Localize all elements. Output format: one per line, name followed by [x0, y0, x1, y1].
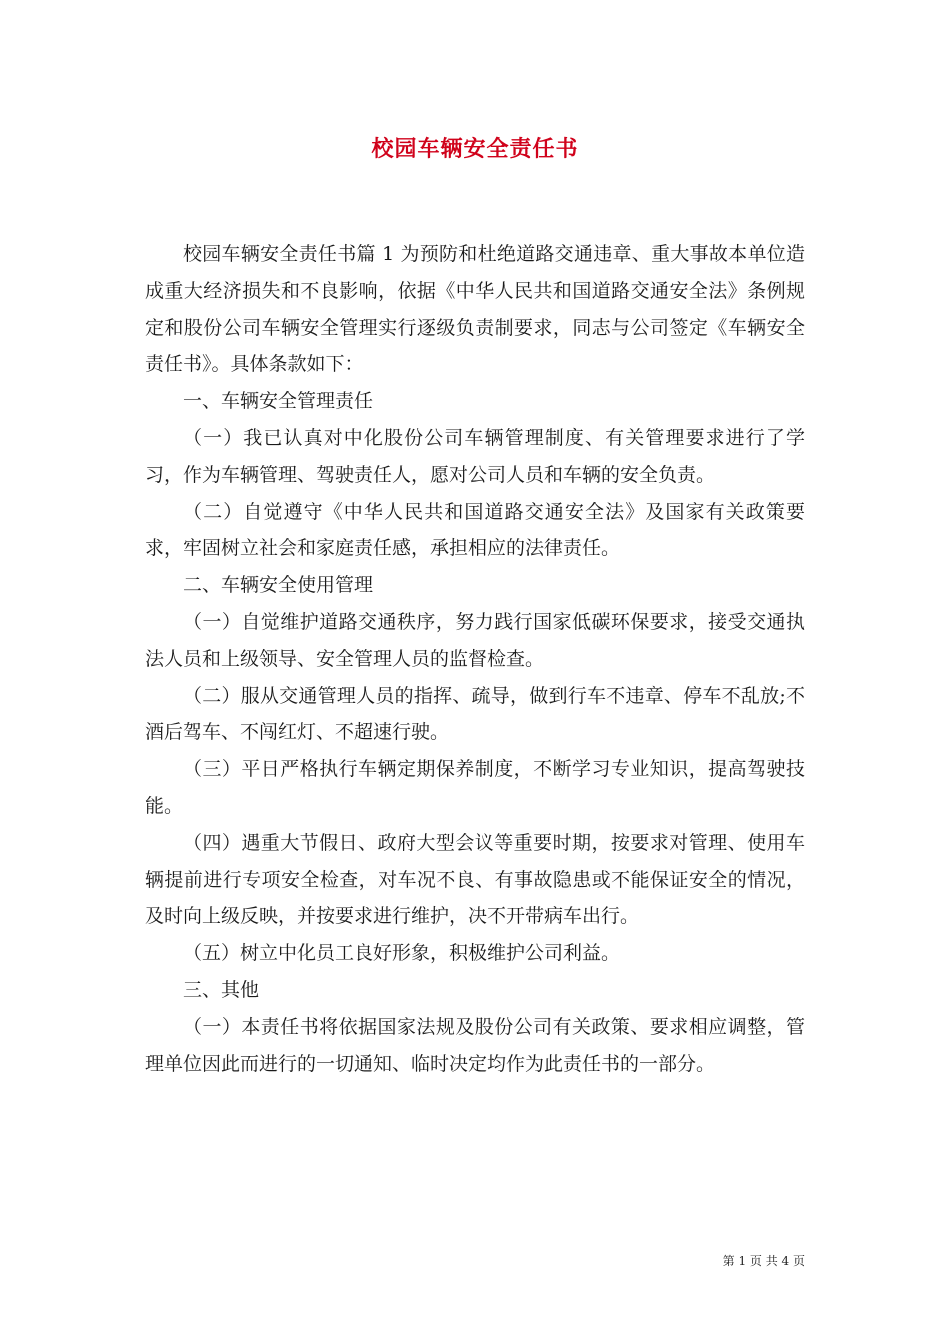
paragraph-2-4: （四）遇重大节假日、政府大型会议等重要时期，按要求对管理、使用车辆提前进行专项安全检查，对车况不良、有事故隐患或不能保证安全的情况，及时向上级反映，并按要求进行维护，决不开带病车出行。: [145, 831, 805, 928]
section-heading-3: 三、其他: [183, 978, 260, 1001]
paragraph-2-2: （二）服从交通管理人员的指挥、疏导，做到行车不违章、停车不乱放;不酒后驾车、不闯红灯、不超速行驶。: [145, 684, 805, 744]
paragraph-1-2: （二）自觉遵守《中华人民共和国道路交通安全法》及国家有关政策要求，牢固树立社会和家庭责任感，承担相应的法律责任。: [145, 500, 805, 560]
document-title: 校园车辆安全责任书: [371, 136, 579, 162]
page-number: 第 1 页 共 4 页: [722, 1254, 805, 1268]
paragraph-2-1: （一）自觉维护道路交通秩序，努力践行国家低碳环保要求，接受交通执法人员和上级领导、安全管理人员的监督检查。: [145, 610, 805, 670]
paragraph-intro: 校园车辆安全责任书篇 1 为预防和杜绝道路交通违章、重大事故本单位造成重大经济损失和不良影响，依据《中华人民共和国道路交通安全法》条例规定和股份公司车辆安全管理实行逐级负责制要求，同志与公司签定《车辆安全责任书》。具体条款如下：: [145, 243, 805, 376]
paragraph-2-3: （三）平日严格执行车辆定期保养制度，不断学习专业知识，提高驾驶技能。: [145, 758, 805, 817]
paragraph-2-5: （五）树立中化员工良好形象，积极维护公司利益。: [183, 942, 621, 965]
section-heading-2: 二、车辆安全使用管理: [183, 574, 374, 597]
document-body: [145, 236, 805, 1082]
paragraph-3-1: （一）本责任书将依据国家法规及股份公司有关政策、要求相应调整，管理单位因此而进行的一切通知、临时决定均作为此责任书的一部分。: [145, 1015, 805, 1075]
section-heading-1: 一、车辆安全管理责任: [183, 390, 374, 413]
paragraph-1-1: （一）我已认真对中化股份公司车辆管理制度、有关管理要求进行了学习，作为车辆管理、驾驶责任人，愿对公司人员和车辆的安全负责。: [145, 426, 805, 486]
